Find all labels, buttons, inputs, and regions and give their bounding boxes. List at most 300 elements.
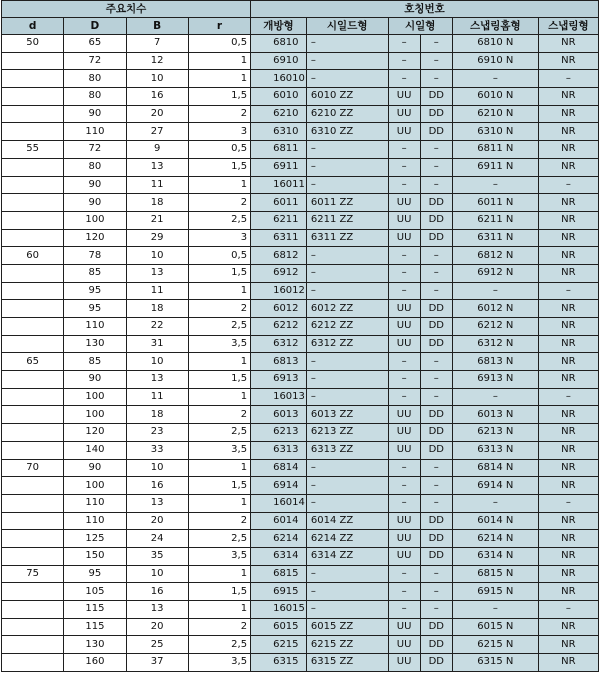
cell-r: 2,5 xyxy=(188,211,250,229)
cell-seal-dd: – xyxy=(420,282,452,300)
col-header-snap-groove: 스냅링홈형 xyxy=(452,18,538,35)
cell-r: 3 xyxy=(188,123,250,141)
cell-r: 1 xyxy=(188,601,250,619)
cell-open: 16010 xyxy=(251,70,307,88)
cell-open: 6810 xyxy=(251,35,307,53)
cell-snap-groove: 6311 N xyxy=(452,229,538,247)
bearing-spec-table xyxy=(1,0,599,672)
cell-open: 6314 xyxy=(251,547,307,565)
cell-B: 13 xyxy=(126,371,188,389)
cell-r: 3,5 xyxy=(188,441,250,459)
cell-d xyxy=(2,371,64,389)
cell-sealed: 6215 ZZ xyxy=(306,636,388,654)
cell-sealed: – xyxy=(306,158,388,176)
col-header-snap-ring: 스냅링형 xyxy=(538,18,598,35)
cell-B: 9 xyxy=(126,141,188,159)
cell-sealed: 6212 ZZ xyxy=(306,318,388,336)
cell-B: 24 xyxy=(126,530,188,548)
cell-seal-uu: UU xyxy=(388,530,420,548)
cell-seal-uu: UU xyxy=(388,123,420,141)
cell-d xyxy=(2,654,64,672)
cell-D: 110 xyxy=(64,494,126,512)
table-row xyxy=(2,88,599,106)
cell-d xyxy=(2,512,64,530)
cell-B: 10 xyxy=(126,353,188,371)
cell-seal-uu: UU xyxy=(388,512,420,530)
cell-B: 13 xyxy=(126,264,188,282)
table-row xyxy=(2,282,599,300)
cell-snap-groove: – xyxy=(452,70,538,88)
cell-snap-ring: NR xyxy=(538,618,598,636)
cell-r: 2,5 xyxy=(188,424,250,442)
cell-open: 6014 xyxy=(251,512,307,530)
cell-d xyxy=(2,229,64,247)
cell-B: 35 xyxy=(126,547,188,565)
cell-seal-dd: DD xyxy=(420,229,452,247)
cell-seal-uu: UU xyxy=(388,105,420,123)
cell-snap-ring: NR xyxy=(538,88,598,106)
cell-snap-groove: 6211 N xyxy=(452,211,538,229)
cell-snap-groove: 6210 N xyxy=(452,105,538,123)
cell-seal-uu: UU xyxy=(388,194,420,212)
cell-sealed: 6011 ZZ xyxy=(306,194,388,212)
cell-snap-ring: NR xyxy=(538,247,598,265)
cell-snap-ring: NR xyxy=(538,105,598,123)
cell-sealed: – xyxy=(306,494,388,512)
cell-d xyxy=(2,530,64,548)
cell-d xyxy=(2,583,64,601)
cell-D: 90 xyxy=(64,176,126,194)
cell-d: 70 xyxy=(2,459,64,477)
cell-snap-groove: 6810 N xyxy=(452,35,538,53)
cell-open: 6012 xyxy=(251,300,307,318)
cell-snap-ring: NR xyxy=(538,194,598,212)
table-row xyxy=(2,70,599,88)
table-row xyxy=(2,176,599,194)
cell-seal-uu: UU xyxy=(388,406,420,424)
cell-seal-uu: UU xyxy=(388,618,420,636)
cell-snap-ring: – xyxy=(538,282,598,300)
cell-r: 1 xyxy=(188,459,250,477)
table-row xyxy=(2,264,599,282)
cell-B: 16 xyxy=(126,583,188,601)
cell-sealed: – xyxy=(306,371,388,389)
cell-r: 1,5 xyxy=(188,583,250,601)
cell-snap-groove: 6214 N xyxy=(452,530,538,548)
cell-seal-dd: – xyxy=(420,70,452,88)
cell-seal-uu: – xyxy=(388,35,420,53)
cell-snap-groove: 6012 N xyxy=(452,300,538,318)
cell-seal-uu: UU xyxy=(388,211,420,229)
cell-open: 6313 xyxy=(251,441,307,459)
cell-sealed: – xyxy=(306,247,388,265)
cell-D: 72 xyxy=(64,52,126,70)
cell-seal-uu: – xyxy=(388,494,420,512)
cell-r: 1,5 xyxy=(188,477,250,495)
cell-D: 95 xyxy=(64,282,126,300)
cell-D: 100 xyxy=(64,477,126,495)
cell-snap-groove: – xyxy=(452,282,538,300)
cell-snap-groove: 6814 N xyxy=(452,459,538,477)
cell-sealed: 6314 ZZ xyxy=(306,547,388,565)
cell-seal-uu: – xyxy=(388,158,420,176)
cell-open: 6813 xyxy=(251,353,307,371)
cell-open: 16012 xyxy=(251,282,307,300)
cell-r: 1,5 xyxy=(188,371,250,389)
cell-seal-uu: – xyxy=(388,141,420,159)
cell-B: 31 xyxy=(126,335,188,353)
cell-seal-uu: – xyxy=(388,583,420,601)
cell-r: 0,5 xyxy=(188,247,250,265)
table-row xyxy=(2,211,599,229)
cell-r: 1 xyxy=(188,565,250,583)
cell-B: 33 xyxy=(126,441,188,459)
cell-snap-groove: – xyxy=(452,388,538,406)
cell-snap-ring: NR xyxy=(538,52,598,70)
cell-snap-ring: NR xyxy=(538,211,598,229)
table-row xyxy=(2,158,599,176)
cell-r: 2 xyxy=(188,194,250,212)
cell-B: 12 xyxy=(126,52,188,70)
cell-snap-ring: NR xyxy=(538,264,598,282)
cell-D: 105 xyxy=(64,583,126,601)
cell-snap-groove: 6813 N xyxy=(452,353,538,371)
cell-snap-groove: 6212 N xyxy=(452,318,538,336)
cell-seal-dd: – xyxy=(420,35,452,53)
cell-sealed: 6211 ZZ xyxy=(306,211,388,229)
table-row xyxy=(2,583,599,601)
cell-D: 95 xyxy=(64,565,126,583)
cell-open: 16013 xyxy=(251,388,307,406)
table-row xyxy=(2,477,599,495)
cell-r: 1 xyxy=(188,494,250,512)
cell-r: 2 xyxy=(188,300,250,318)
cell-open: 6210 xyxy=(251,105,307,123)
cell-d: 50 xyxy=(2,35,64,53)
cell-open: 6812 xyxy=(251,247,307,265)
cell-d xyxy=(2,123,64,141)
table-row xyxy=(2,335,599,353)
cell-seal-dd: – xyxy=(420,459,452,477)
cell-r: 2,5 xyxy=(188,318,250,336)
cell-snap-ring: NR xyxy=(538,565,598,583)
cell-d xyxy=(2,636,64,654)
cell-snap-ring: NR xyxy=(538,158,598,176)
cell-r: 3,5 xyxy=(188,654,250,672)
cell-d xyxy=(2,424,64,442)
cell-D: 115 xyxy=(64,618,126,636)
cell-D: 110 xyxy=(64,318,126,336)
cell-D: 90 xyxy=(64,194,126,212)
cell-r: 1 xyxy=(188,176,250,194)
cell-D: 110 xyxy=(64,123,126,141)
cell-r: 1 xyxy=(188,52,250,70)
cell-seal-dd: DD xyxy=(420,194,452,212)
table-row xyxy=(2,636,599,654)
cell-B: 18 xyxy=(126,300,188,318)
cell-r: 1 xyxy=(188,70,250,88)
cell-sealed: 6015 ZZ xyxy=(306,618,388,636)
cell-d xyxy=(2,388,64,406)
cell-sealed: 6312 ZZ xyxy=(306,335,388,353)
cell-snap-groove: 6815 N xyxy=(452,565,538,583)
cell-snap-ring: NR xyxy=(538,353,598,371)
table-row xyxy=(2,105,599,123)
cell-seal-uu: UU xyxy=(388,636,420,654)
cell-sealed: – xyxy=(306,353,388,371)
table-row xyxy=(2,459,599,477)
cell-B: 7 xyxy=(126,35,188,53)
cell-B: 29 xyxy=(126,229,188,247)
table-row xyxy=(2,194,599,212)
cell-d xyxy=(2,335,64,353)
cell-seal-dd: – xyxy=(420,601,452,619)
header-row-groups xyxy=(2,1,599,18)
cell-D: 120 xyxy=(64,424,126,442)
cell-seal-uu: – xyxy=(388,565,420,583)
cell-r: 2,5 xyxy=(188,530,250,548)
cell-sealed: – xyxy=(306,601,388,619)
cell-seal-dd: – xyxy=(420,583,452,601)
table-row xyxy=(2,35,599,53)
cell-snap-ring: NR xyxy=(538,406,598,424)
cell-sealed: – xyxy=(306,35,388,53)
table-row xyxy=(2,318,599,336)
cell-seal-dd: DD xyxy=(420,123,452,141)
cell-open: 6013 xyxy=(251,406,307,424)
cell-open: 6215 xyxy=(251,636,307,654)
cell-B: 13 xyxy=(126,158,188,176)
cell-sealed: 6315 ZZ xyxy=(306,654,388,672)
cell-d xyxy=(2,194,64,212)
table-row xyxy=(2,547,599,565)
cell-seal-dd: – xyxy=(420,158,452,176)
cell-sealed: – xyxy=(306,388,388,406)
cell-r: 1,5 xyxy=(188,264,250,282)
cell-snap-groove: 6913 N xyxy=(452,371,538,389)
cell-snap-groove: 6911 N xyxy=(452,158,538,176)
cell-open: 6914 xyxy=(251,477,307,495)
cell-d: 75 xyxy=(2,565,64,583)
cell-snap-ring: NR xyxy=(538,300,598,318)
cell-sealed: 6010 ZZ xyxy=(306,88,388,106)
table-row xyxy=(2,371,599,389)
cell-d xyxy=(2,158,64,176)
cell-open: 6814 xyxy=(251,459,307,477)
cell-r: 1 xyxy=(188,353,250,371)
cell-snap-ring: NR xyxy=(538,229,598,247)
cell-D: 100 xyxy=(64,388,126,406)
table-body xyxy=(2,35,599,672)
cell-seal-uu: – xyxy=(388,388,420,406)
cell-snap-ring: NR xyxy=(538,424,598,442)
header-main-dimensions: 주요치수 xyxy=(2,1,251,18)
cell-open: 6015 xyxy=(251,618,307,636)
cell-snap-groove: 6213 N xyxy=(452,424,538,442)
cell-open: 6311 xyxy=(251,229,307,247)
cell-open: 6811 xyxy=(251,141,307,159)
cell-snap-groove: 6915 N xyxy=(452,583,538,601)
cell-D: 140 xyxy=(64,441,126,459)
cell-D: 150 xyxy=(64,547,126,565)
cell-snap-ring: NR xyxy=(538,441,598,459)
cell-r: 3,5 xyxy=(188,335,250,353)
cell-D: 72 xyxy=(64,141,126,159)
col-header-seal: 시일형 xyxy=(388,18,452,35)
cell-D: 78 xyxy=(64,247,126,265)
cell-seal-dd: DD xyxy=(420,88,452,106)
cell-sealed: 6013 ZZ xyxy=(306,406,388,424)
cell-d xyxy=(2,105,64,123)
cell-B: 22 xyxy=(126,318,188,336)
cell-seal-uu: – xyxy=(388,601,420,619)
cell-d xyxy=(2,618,64,636)
cell-snap-ring: – xyxy=(538,70,598,88)
cell-r: 1 xyxy=(188,282,250,300)
cell-B: 21 xyxy=(126,211,188,229)
cell-r: 1,5 xyxy=(188,158,250,176)
cell-snap-groove: 6313 N xyxy=(452,441,538,459)
cell-seal-dd: DD xyxy=(420,300,452,318)
cell-seal-dd: DD xyxy=(420,105,452,123)
cell-snap-ring: NR xyxy=(538,530,598,548)
table-row xyxy=(2,141,599,159)
cell-seal-uu: – xyxy=(388,282,420,300)
cell-seal-dd: DD xyxy=(420,654,452,672)
cell-d xyxy=(2,52,64,70)
cell-seal-uu: UU xyxy=(388,654,420,672)
cell-sealed: 6014 ZZ xyxy=(306,512,388,530)
cell-snap-ring: NR xyxy=(538,547,598,565)
cell-seal-dd: DD xyxy=(420,335,452,353)
cell-d xyxy=(2,176,64,194)
cell-snap-ring: NR xyxy=(538,512,598,530)
cell-snap-groove: 6811 N xyxy=(452,141,538,159)
cell-d xyxy=(2,477,64,495)
cell-open: 6915 xyxy=(251,583,307,601)
table-row xyxy=(2,565,599,583)
table-row xyxy=(2,388,599,406)
cell-seal-dd: DD xyxy=(420,441,452,459)
cell-sealed: 6012 ZZ xyxy=(306,300,388,318)
cell-D: 80 xyxy=(64,70,126,88)
cell-B: 10 xyxy=(126,70,188,88)
cell-D: 120 xyxy=(64,229,126,247)
table-row xyxy=(2,601,599,619)
cell-snap-ring: – xyxy=(538,494,598,512)
cell-B: 11 xyxy=(126,282,188,300)
cell-B: 20 xyxy=(126,618,188,636)
cell-open: 6910 xyxy=(251,52,307,70)
cell-seal-uu: UU xyxy=(388,88,420,106)
cell-seal-uu: UU xyxy=(388,300,420,318)
cell-D: 90 xyxy=(64,459,126,477)
cell-seal-dd: – xyxy=(420,388,452,406)
cell-snap-ring: NR xyxy=(538,583,598,601)
cell-open: 6913 xyxy=(251,371,307,389)
cell-d xyxy=(2,318,64,336)
table-row xyxy=(2,229,599,247)
cell-seal-uu: UU xyxy=(388,424,420,442)
cell-B: 10 xyxy=(126,459,188,477)
cell-snap-groove: 6215 N xyxy=(452,636,538,654)
cell-seal-dd: DD xyxy=(420,211,452,229)
cell-open: 6815 xyxy=(251,565,307,583)
cell-D: 85 xyxy=(64,264,126,282)
col-header-r: r xyxy=(188,18,250,35)
cell-D: 80 xyxy=(64,88,126,106)
cell-seal-dd: DD xyxy=(420,618,452,636)
cell-sealed: 6311 ZZ xyxy=(306,229,388,247)
cell-D: 95 xyxy=(64,300,126,318)
cell-B: 10 xyxy=(126,565,188,583)
col-header-D: D xyxy=(64,18,126,35)
cell-r: 2 xyxy=(188,618,250,636)
cell-open: 6911 xyxy=(251,158,307,176)
cell-d xyxy=(2,494,64,512)
cell-open: 6310 xyxy=(251,123,307,141)
cell-d xyxy=(2,441,64,459)
cell-seal-uu: UU xyxy=(388,335,420,353)
cell-seal-uu: UU xyxy=(388,318,420,336)
cell-r: 1,5 xyxy=(188,88,250,106)
cell-seal-dd: DD xyxy=(420,424,452,442)
cell-B: 11 xyxy=(126,388,188,406)
cell-sealed: – xyxy=(306,141,388,159)
cell-sealed: 6310 ZZ xyxy=(306,123,388,141)
cell-sealed: – xyxy=(306,264,388,282)
cell-D: 80 xyxy=(64,158,126,176)
cell-B: 27 xyxy=(126,123,188,141)
cell-D: 85 xyxy=(64,353,126,371)
cell-seal-uu: – xyxy=(388,52,420,70)
cell-snap-groove: 6315 N xyxy=(452,654,538,672)
cell-seal-uu: UU xyxy=(388,229,420,247)
cell-snap-groove: 6310 N xyxy=(452,123,538,141)
cell-snap-groove: 6013 N xyxy=(452,406,538,424)
cell-r: 2 xyxy=(188,512,250,530)
cell-r: 2 xyxy=(188,105,250,123)
cell-seal-uu: – xyxy=(388,477,420,495)
cell-seal-uu: UU xyxy=(388,547,420,565)
cell-seal-uu: – xyxy=(388,70,420,88)
cell-snap-groove: 6910 N xyxy=(452,52,538,70)
cell-r: 0,5 xyxy=(188,35,250,53)
table-row xyxy=(2,406,599,424)
cell-D: 90 xyxy=(64,371,126,389)
cell-seal-dd: – xyxy=(420,264,452,282)
cell-seal-dd: – xyxy=(420,141,452,159)
cell-seal-dd: – xyxy=(420,247,452,265)
cell-open: 6213 xyxy=(251,424,307,442)
cell-B: 11 xyxy=(126,176,188,194)
cell-open: 6912 xyxy=(251,264,307,282)
cell-snap-groove: 6812 N xyxy=(452,247,538,265)
cell-B: 25 xyxy=(126,636,188,654)
cell-d xyxy=(2,264,64,282)
cell-seal-uu: – xyxy=(388,371,420,389)
cell-snap-ring: NR xyxy=(538,318,598,336)
cell-d: 65 xyxy=(2,353,64,371)
cell-snap-ring: NR xyxy=(538,371,598,389)
col-header-open: 개방형 xyxy=(251,18,307,35)
cell-snap-groove: 6914 N xyxy=(452,477,538,495)
table-row xyxy=(2,300,599,318)
cell-r: 1 xyxy=(188,388,250,406)
cell-seal-dd: DD xyxy=(420,636,452,654)
col-header-sealed: 시일드형 xyxy=(306,18,388,35)
cell-seal-uu: – xyxy=(388,247,420,265)
